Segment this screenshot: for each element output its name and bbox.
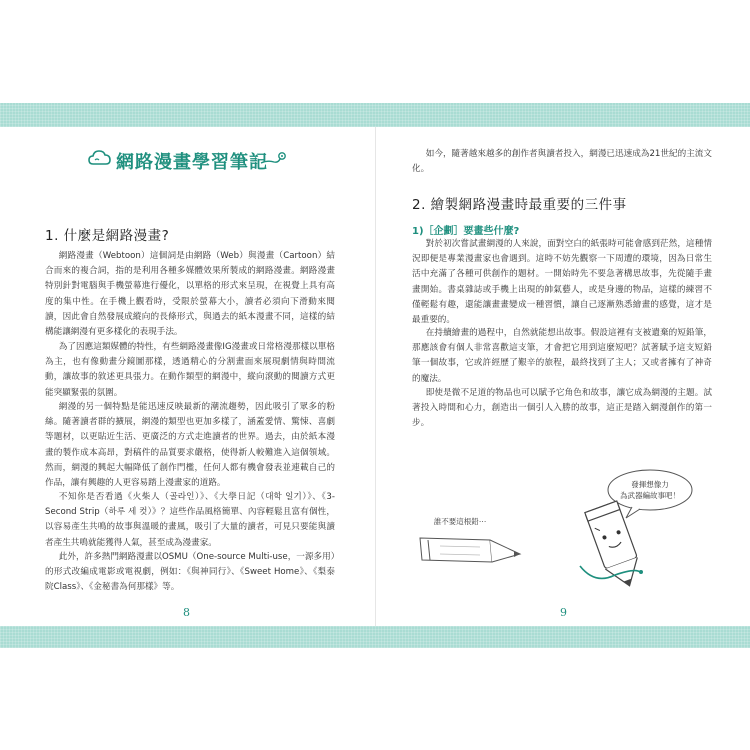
right-paragraph-2: 在持續繪畫的過程中，自然就能想出故事。假設這裡有支被遺棄的短鉛筆，那應該會有個人非常喜歡這支筆，才會把它用到這麼短吧？試著賦予這支短鉛筆一個故事，它或許經歷了艱辛的旅程，最終找到了主人；又或者擁有了神奇的魔法。 [412,328,712,384]
illustration-caption: 誰不要這根鉛⋯ [433,517,487,526]
swirl-flower-icon [260,148,288,172]
right-paragraph-1: 對於初次嘗試畫網漫的人來說，面對空白的紙張時可能會感到茫然，這種情況即便是專業漫畫家也會遇到。這時不妨先觀察一下周遭的環境，因為日常生活中充滿了各種可供創作的題材。一開始時先不要急著構思故事，先從隨手畫畫開始。書桌雜誌或手機上出現的帥氣藝人，或是身邊的物品，這樣的練習不僅輕鬆有趣，還能讓畫畫變成一種習慣，讓自己逐漸熟悉繪畫的感覺，這才是最重要的。 [412,239,712,326]
left-paragraph-4: 不知你是否看過《火柴人（골라인）》、《大學日記（대학 일기）》、《3-Second Strip（하루 세 컷）》？這些作品風格簡單、內容輕鬆且富有個性，以容易產生共鳴的故事與溫暖的畫風，吸引了大量的讀者，可見只要能與讀者產生共鳴就能獲得人氣，甚至成為漫畫家。 [45,492,335,548]
cloud-icon [88,148,112,172]
bottom-decorative-band [0,626,750,648]
right-intro: 如今，隨著越來越多的創作者與讀者投入，網漫已迅速成為21世紀的主流文化。 [412,149,712,175]
left-paragraph-3: 網漫的另一個特點是能迅速反映最新的潮流趨勢，因此吸引了眾多的粉絲。隨著讀者群的擴展，網漫的類型也更加多樣了，涵蓋愛情、驚悚、喜劇等題材，以更貼近生活、更廣泛的方式走進讀者的世界。過去，由於紙本漫畫的製作成本高昂，對稿件的品質要求嚴格，使得新人較難進入這個領域。然而，網漫的興起大幅降低了創作門檻，任何人都有機會發表並連載自己的作品，讓有興趣的人更容易踏上漫畫家的道路。 [45,402,335,489]
page-number-right: 9 [560,606,567,619]
section-heading-1: 1. 什麼是網路漫畫? [45,228,170,244]
short-pencil [420,538,520,562]
subsection-heading-1: 1)［企劃］要畫些什麼? [412,226,520,237]
page-gutter [375,127,376,626]
left-paragraph-1: 網路漫畫（Webtoon）這個詞是由網路（Web）與漫畫（Cartoon）結合而來的複合詞，指的是利用各種多媒體效果所製成的網路漫畫。網路漫畫特別針對電腦與手機螢幕進行優化，以單格的形式來呈現，在視覺上具有高度的集中性。在手機上觀看時，受限於螢幕大小，讀者必須向下滑動來閱讀，因此會自然發展成縱向的長條形式，與過去的紙本漫畫不同，這樣的結構能讓網漫有更多樣化的表現手法。 [45,251,335,338]
section-heading-2: 2. 繪製網路漫畫時最重要的三件事 [412,197,627,213]
page-title: 網路漫畫學習筆記 [116,152,268,173]
pencil-illustration [400,460,730,590]
title-block [88,146,288,176]
page-number-left: 8 [183,606,190,619]
right-paragraph-3: 即使是微不足道的物品也可以賦予它角色和故事，讓它成為網漫的主題。試著投入時間和心力，創造出一個引人入勝的故事，這正是踏入網漫創作的第一步。 [412,388,712,429]
top-decorative-band [0,103,750,127]
bubble-text-line2: 為武器編故事吧！ [620,491,680,500]
left-paragraph-2: 為了因應這類媒體的特性，有些網路漫畫像IG漫畫或日常格漫那樣以單格為主，也有像動畫分鏡圖那樣，透過精心的分割畫面來展現劇情與時間流動，讓故事的敘述更具張力。在動作類型的網漫中，縱向滾動的閱讀方式更能突顯緊張的氛圍。 [45,342,335,398]
bubble-text-line1: 發揮想像力 [631,480,669,489]
left-paragraph-5: 此外，許多熱門網路漫畫以OSMU（One-source Multi-use，一源多用）的形式改編成電影或電視劇，例如：《與神同行》、《Sweet Home》、《梨泰院Class》、《金秘書為何那樣》等。 [45,552,335,593]
